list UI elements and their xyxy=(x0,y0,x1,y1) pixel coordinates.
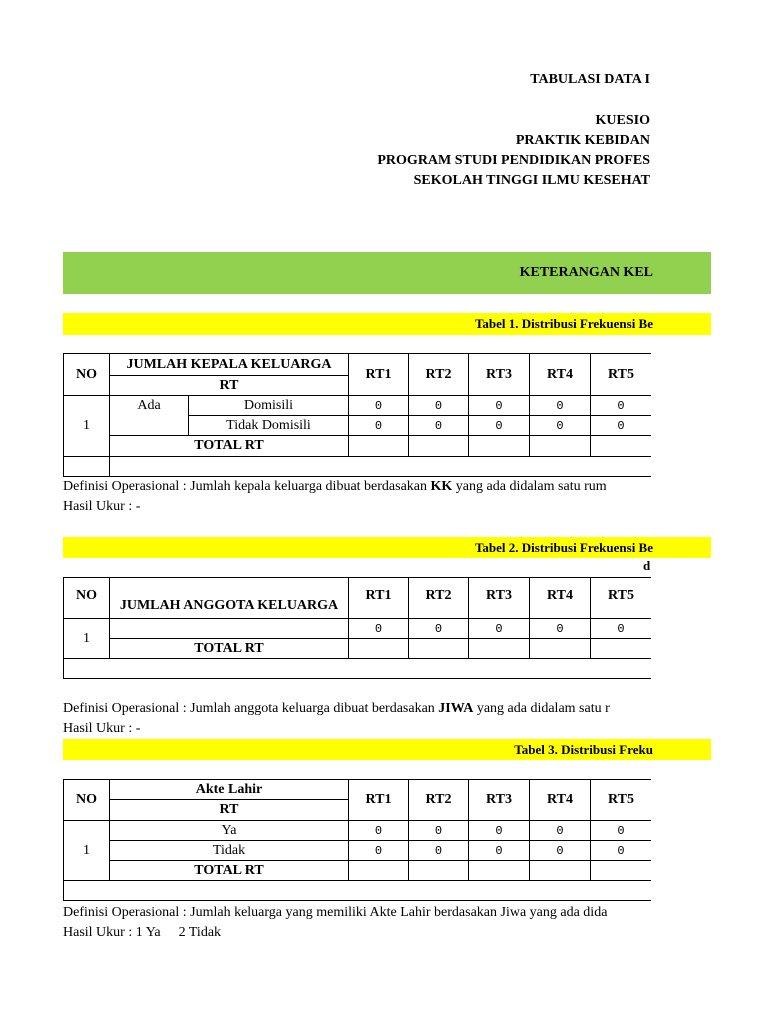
table1-rt4-header: RT4 xyxy=(530,354,591,396)
table2-group-header: JUMLAH ANGGOTA KELUARGA xyxy=(110,578,349,619)
table1-cell: 0 xyxy=(409,396,469,416)
table2-definition: Definisi Operasional : Jumlah anggota keluarga dibuat berdasakan JIWA yang ada didalam satu r xyxy=(63,701,610,716)
table3-cell: 0 xyxy=(349,821,409,841)
table1-blank-cell xyxy=(64,457,110,477)
table3-cell: 0 xyxy=(469,841,530,861)
table2-rt3-header: RT3 xyxy=(469,578,530,619)
table2-cell: 0 xyxy=(591,619,652,639)
table3-definition: Definisi Operasional : Jumlah keluarga yang memiliki Akte Lahir berdasakan Jiwa yang ada dida xyxy=(63,905,608,920)
table3-total-cell xyxy=(409,861,469,881)
table1-cell: 0 xyxy=(469,396,530,416)
table1-rt1-header: RT1 xyxy=(349,354,409,396)
table1-cell: 0 xyxy=(591,416,652,436)
table2-total-label: TOTAL RT xyxy=(110,639,349,659)
table3-rt5-header: RT5 xyxy=(591,780,652,821)
table2-total-cell xyxy=(409,639,469,659)
table3-viewport xyxy=(0,779,651,902)
table2-rt4-header: RT4 xyxy=(530,578,591,619)
table3-result: Hasil Ukur : 1 Ya 2 Tidak xyxy=(63,925,222,940)
doc-title-line-2: KUESIO xyxy=(595,113,650,128)
table3-group-header: Akte Lahir xyxy=(110,780,349,800)
table1-cell: 0 xyxy=(409,416,469,436)
table1-total-cell xyxy=(349,436,409,457)
table3-rt4-header: RT4 xyxy=(530,780,591,821)
table3-cell: 0 xyxy=(409,841,469,861)
table1-cell: 0 xyxy=(349,416,409,436)
table1-definition: Definisi Operasional : Jumlah kepala keluarga dibuat berdasakan KK yang ada didalam satu rum xyxy=(63,479,607,494)
table1-total-cell xyxy=(530,436,591,457)
table3-no-header: NO xyxy=(64,780,110,821)
table1-rt3-header: RT3 xyxy=(469,354,530,396)
table1-group-header: JUMLAH KEPALA KELUARGA xyxy=(110,354,349,376)
table2-cell: 0 xyxy=(409,619,469,639)
table1-total-cell xyxy=(469,436,530,457)
table3-blank-row xyxy=(64,881,652,901)
table1-no-header: NO xyxy=(64,354,110,396)
section-band-title: KETERANGAN KEL xyxy=(519,265,653,280)
table2-cell: 0 xyxy=(530,619,591,639)
table3-row-label: Ya xyxy=(110,821,349,841)
table1-rt-subheader: RT xyxy=(110,376,349,396)
table3-rt-subheader: RT xyxy=(110,800,349,821)
section-band xyxy=(63,252,711,294)
table1-viewport xyxy=(0,353,651,477)
doc-title-line-4: PROGRAM STUDI PENDIDIKAN PROFES xyxy=(377,153,650,168)
table2-blank-row xyxy=(64,659,652,679)
table1-cell: 0 xyxy=(469,416,530,436)
table2-no-header: NO xyxy=(64,578,110,619)
table2-caption-band xyxy=(63,537,711,558)
table2-cell: 0 xyxy=(349,619,409,639)
table2-viewport xyxy=(0,577,651,680)
table3-total-cell xyxy=(530,861,591,881)
table3-cell: 0 xyxy=(530,821,591,841)
table1-result: Hasil Ukur : - xyxy=(63,499,141,514)
doc-title-line-5: SEKOLAH TINGGI ILMU KESEHAT xyxy=(413,173,650,188)
table1-cell: 0 xyxy=(349,396,409,416)
table3-cell: 0 xyxy=(349,841,409,861)
table1-rt5-header: RT5 xyxy=(591,354,652,396)
table3-caption: Tabel 3. Distribusi Freku xyxy=(514,742,653,757)
table3 xyxy=(63,779,651,901)
table1-row-label: Tidak Domisili xyxy=(189,416,349,436)
table1-rt2-header: RT2 xyxy=(409,354,469,396)
table2-cell: 0 xyxy=(469,619,530,639)
table2 xyxy=(63,577,651,679)
table3-rt1-header: RT1 xyxy=(349,780,409,821)
table3-rt3-header: RT3 xyxy=(469,780,530,821)
table1-total-label: TOTAL RT xyxy=(110,436,349,457)
table2-total-cell xyxy=(591,639,652,659)
table3-cell: 0 xyxy=(591,821,652,841)
table3-total-cell xyxy=(349,861,409,881)
table3-row-label: Tidak xyxy=(110,841,349,861)
table1-cell: 0 xyxy=(591,396,652,416)
table2-caption: Tabel 2. Distribusi Frekuensi Be xyxy=(474,540,653,555)
table2-rt1-header: RT1 xyxy=(349,578,409,619)
table1-blank-row xyxy=(110,457,652,477)
table1-group-label: Ada xyxy=(110,396,189,436)
table2-total-cell xyxy=(530,639,591,659)
table2-row-number: 1 xyxy=(64,619,110,659)
table3-total-label: TOTAL RT xyxy=(110,861,349,881)
table3-row-number: 1 xyxy=(64,821,110,881)
table1-total-cell xyxy=(591,436,652,457)
table2-row-label xyxy=(110,619,349,639)
doc-title-line-3: PRAKTIK KEBIDAN xyxy=(515,133,650,148)
doc-title-line-1: TABULASI DATA I xyxy=(530,72,650,87)
table2-result: Hasil Ukur : - xyxy=(63,721,141,736)
table1-row-number: 1 xyxy=(64,396,110,457)
table1-caption: Tabel 1. Distribusi Frekuensi Be xyxy=(474,316,653,331)
table3-total-cell xyxy=(469,861,530,881)
table2-rt5-header: RT5 xyxy=(591,578,652,619)
table1 xyxy=(63,353,651,477)
table1-cell: 0 xyxy=(530,396,591,416)
table2-total-cell xyxy=(349,639,409,659)
table3-cell: 0 xyxy=(469,821,530,841)
table2-rt2-header: RT2 xyxy=(409,578,469,619)
table1-caption-band xyxy=(63,313,711,335)
table3-cell: 0 xyxy=(530,841,591,861)
table1-total-cell xyxy=(409,436,469,457)
table3-caption-band xyxy=(63,739,711,760)
table1-cell: 0 xyxy=(530,416,591,436)
table3-rt2-header: RT2 xyxy=(409,780,469,821)
table3-total-cell xyxy=(591,861,652,881)
table2-total-cell xyxy=(469,639,530,659)
table1-row-label: Domisili xyxy=(189,396,349,416)
table3-cell: 0 xyxy=(409,821,469,841)
table3-cell: 0 xyxy=(591,841,652,861)
table2-caption-continuation: d xyxy=(643,558,651,573)
